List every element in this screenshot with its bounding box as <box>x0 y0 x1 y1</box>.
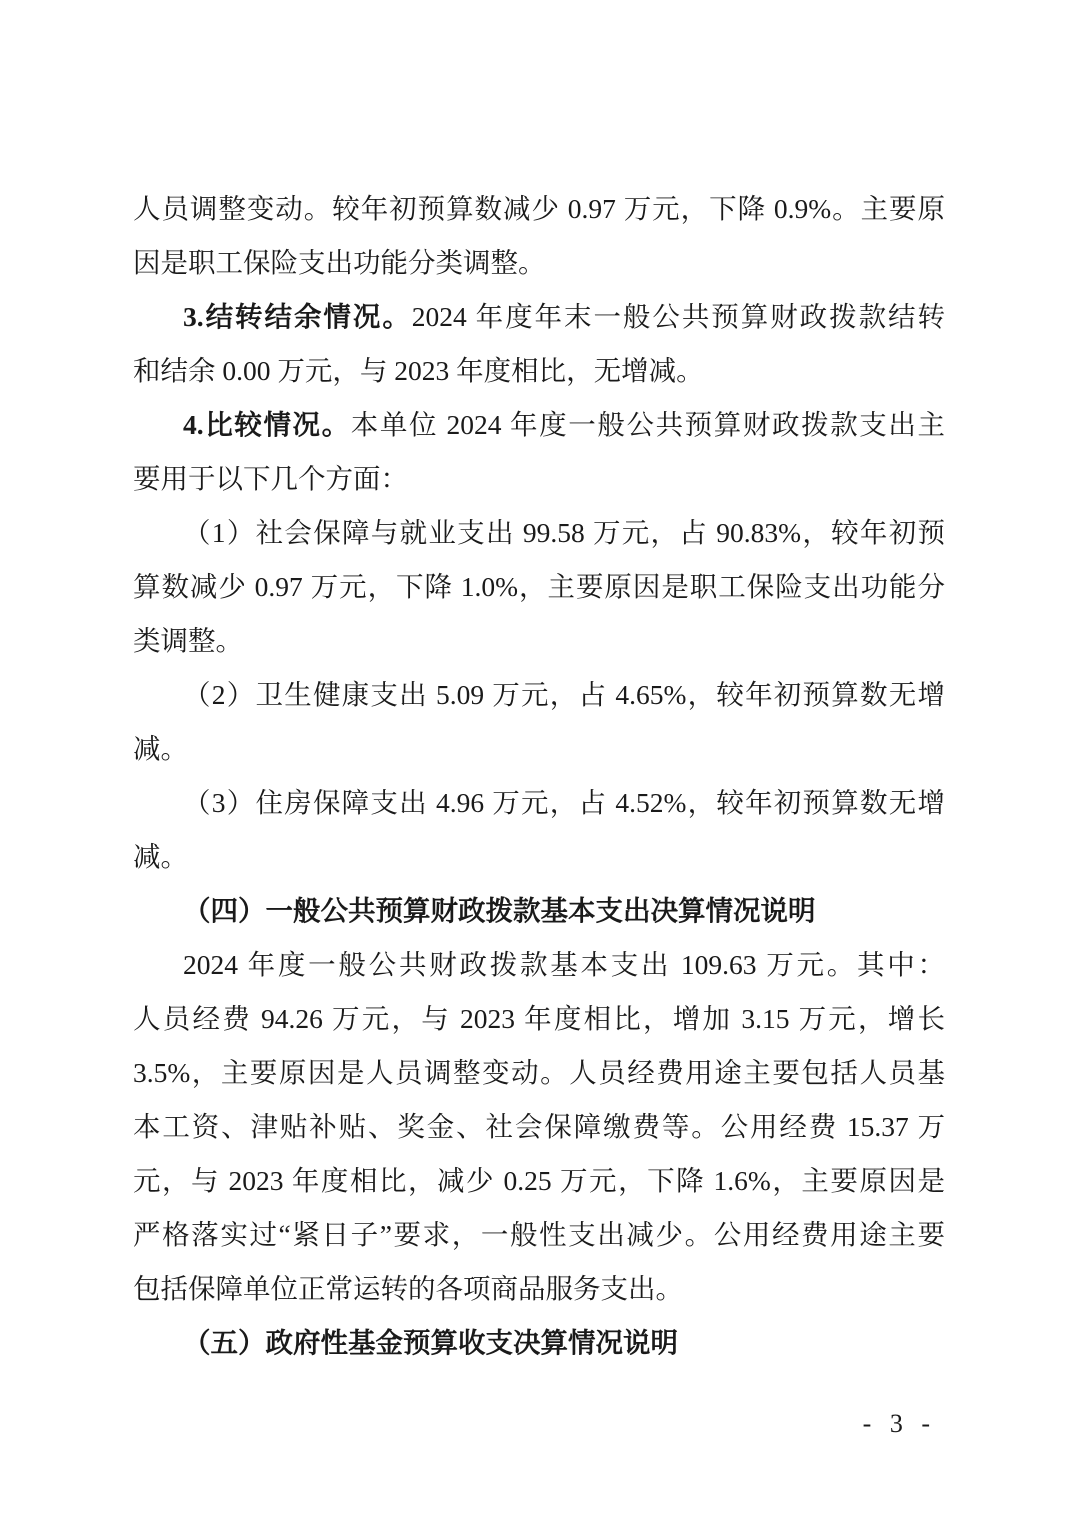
section-heading <box>133 884 945 938</box>
text-line: 包括保障单位正常运转的各项商品服务支出。 <box>133 1273 683 1304</box>
text-line: 要用于以下几个方面： <box>133 463 408 494</box>
heading-text: （四）一般公共预算财政拨款基本支出决算情况说明 <box>183 895 816 926</box>
text-line: 减。 <box>133 733 188 764</box>
text-line: （3）住房保障支出 4.96 万元，占 4.52%，较年初预算数无增 <box>183 787 945 818</box>
text-line: 元，与 2023 年度相比，减少 0.25 万元，下降 1.6%，主要原因是 <box>133 1165 945 1196</box>
text-line: 减。 <box>133 841 188 872</box>
page-number: - 3 - <box>862 1409 936 1438</box>
text-line: 人员调整变动。较年初预算数减少 0.97 万元，下降 0.9%。主要原 <box>133 193 945 224</box>
inline-heading: 3.结转结余情况。 <box>183 301 412 332</box>
text-line: 严格落实过“紧日子”要求，一般性支出减少。公用经费用途主要 <box>133 1219 945 1250</box>
text-line: 3.5%，主要原因是人员调整变动。人员经费用途主要包括人员基 <box>133 1057 945 1088</box>
heading-text: （五）政府性基金预算收支决算情况说明 <box>183 1327 678 1358</box>
text-line: （1）社会保障与就业支出 99.58 万元，占 90.83%，较年初预 <box>183 517 945 548</box>
text-line: 算数减少 0.97 万元，下降 1.0%，主要原因是职工保险支出功能分 <box>133 571 945 602</box>
text-line <box>133 290 945 344</box>
text-line: 2024 年度一般公共财政拨款基本支出 109.63 万元。其中： <box>183 949 945 980</box>
text-run: 本单位 2024 年度一般公共预算财政拨款支出主 <box>350 409 946 440</box>
text-line: 因是职工保险支出功能分类调整。 <box>133 247 546 278</box>
text-line <box>133 398 945 452</box>
text-line: 本工资、津贴补贴、奖金、社会保障缴费等。公用经费 15.37 万 <box>133 1111 945 1142</box>
text-line: 人员经费 94.26 万元，与 2023 年度相比，增加 3.15 万元，增长 <box>133 1003 945 1034</box>
document-body <box>133 182 945 1370</box>
text-line: （2）卫生健康支出 5.09 万元，占 4.65%，较年初预算数无增 <box>183 679 945 710</box>
text-line: 类调整。 <box>133 625 243 656</box>
section-heading <box>133 1316 945 1370</box>
text-line: 和结余 0.00 万元，与 2023 年度相比，无增减。 <box>133 355 704 386</box>
text-run: 2024 年度年末一般公共预算财政拨款结转 <box>411 301 946 332</box>
inline-heading: 4.比较情况。 <box>183 409 351 440</box>
